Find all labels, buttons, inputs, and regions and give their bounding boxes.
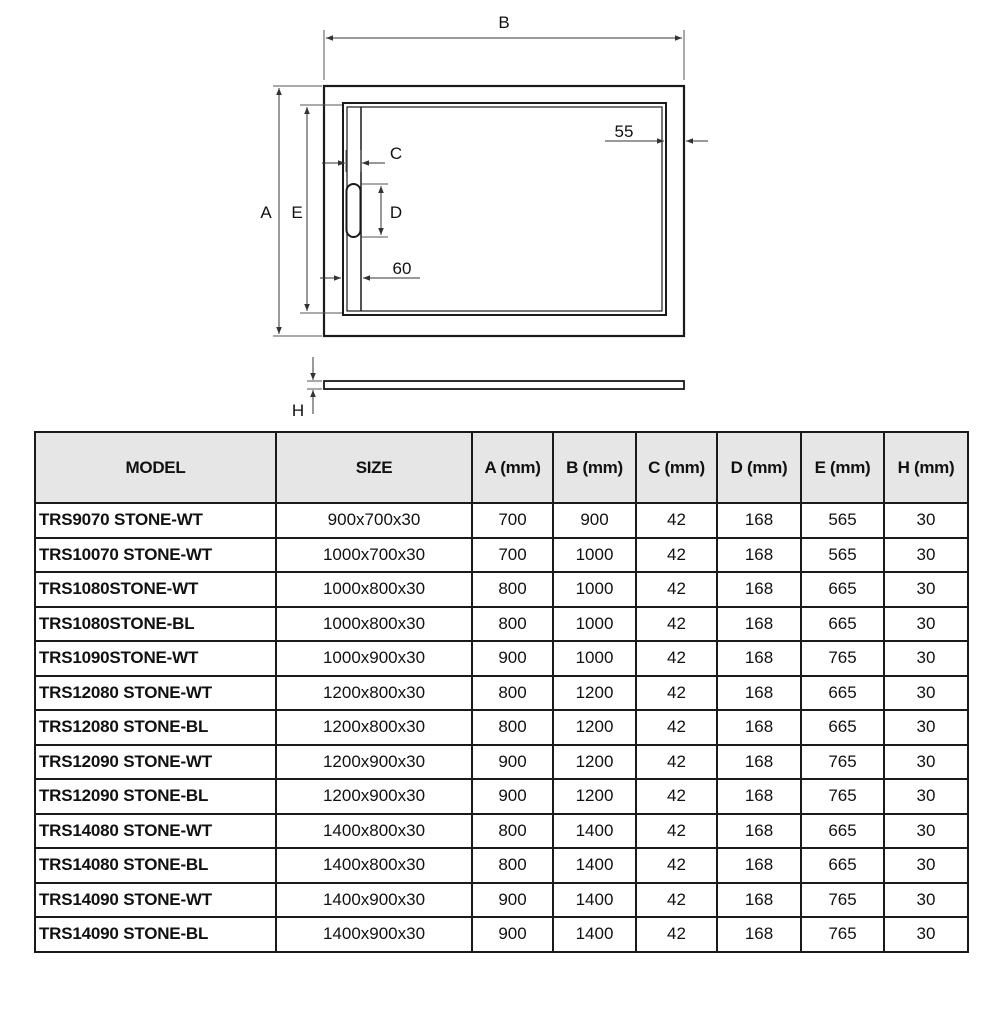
cell-h: 30 xyxy=(884,917,968,952)
cell-b: 1000 xyxy=(553,572,636,607)
table-row xyxy=(35,641,968,676)
cell-model: TRS1080STONE-BL xyxy=(35,607,276,642)
cell-d: 168 xyxy=(717,779,801,814)
cell-model: TRS14080 STONE-WT xyxy=(35,814,276,849)
cell-size: 1200x900x30 xyxy=(276,745,472,780)
cell-size: 1000x800x30 xyxy=(276,572,472,607)
header-model: MODEL xyxy=(35,432,276,503)
dimension-e xyxy=(291,105,342,313)
cell-d: 168 xyxy=(717,503,801,538)
table-row xyxy=(35,503,968,538)
cell-h: 30 xyxy=(884,848,968,883)
table-row xyxy=(35,607,968,642)
drain-outlet xyxy=(347,184,361,237)
cell-h: 30 xyxy=(884,883,968,918)
cell-model: TRS12080 STONE-BL xyxy=(35,710,276,745)
cell-d: 168 xyxy=(717,607,801,642)
cell-size: 1200x800x30 xyxy=(276,710,472,745)
cell-model: TRS14090 STONE-BL xyxy=(35,917,276,952)
cell-c: 42 xyxy=(636,883,717,918)
cell-b: 1400 xyxy=(553,883,636,918)
cell-e: 665 xyxy=(801,607,884,642)
cell-a: 900 xyxy=(472,917,553,952)
cell-size: 1400x800x30 xyxy=(276,814,472,849)
cell-c: 42 xyxy=(636,710,717,745)
cell-h: 30 xyxy=(884,814,968,849)
cell-c: 42 xyxy=(636,745,717,780)
dimension-55 xyxy=(605,122,708,141)
cell-e: 565 xyxy=(801,503,884,538)
cell-b: 1000 xyxy=(553,641,636,676)
table-row xyxy=(35,538,968,573)
cell-a: 900 xyxy=(472,883,553,918)
header-b: B (mm) xyxy=(553,432,636,503)
label-b: B xyxy=(498,13,510,32)
cell-c: 42 xyxy=(636,641,717,676)
cell-model: TRS9070 STONE-WT xyxy=(35,503,276,538)
label-55: 55 xyxy=(614,122,634,141)
table-row xyxy=(35,779,968,814)
cell-e: 565 xyxy=(801,538,884,573)
cell-a: 900 xyxy=(472,641,553,676)
cell-size: 1400x900x30 xyxy=(276,917,472,952)
header-d: D (mm) xyxy=(717,432,801,503)
cell-a: 900 xyxy=(472,779,553,814)
cell-e: 665 xyxy=(801,710,884,745)
cell-a: 800 xyxy=(472,710,553,745)
cell-c: 42 xyxy=(636,814,717,849)
cell-e: 665 xyxy=(801,848,884,883)
table-row xyxy=(35,848,968,883)
cell-b: 1400 xyxy=(553,917,636,952)
cell-e: 765 xyxy=(801,917,884,952)
cell-h: 30 xyxy=(884,745,968,780)
cell-size: 1400x900x30 xyxy=(276,883,472,918)
cell-b: 1200 xyxy=(553,676,636,711)
cell-c: 42 xyxy=(636,848,717,883)
cell-e: 665 xyxy=(801,676,884,711)
cell-b: 1200 xyxy=(553,779,636,814)
cell-c: 42 xyxy=(636,538,717,573)
cell-d: 168 xyxy=(717,710,801,745)
dimension-60 xyxy=(320,259,420,278)
cell-size: 1400x800x30 xyxy=(276,848,472,883)
header-h: H (mm) xyxy=(884,432,968,503)
cell-c: 42 xyxy=(636,572,717,607)
cell-size: 1200x900x30 xyxy=(276,779,472,814)
label-d: D xyxy=(389,203,403,222)
cell-c: 42 xyxy=(636,779,717,814)
cell-size: 900x700x30 xyxy=(276,503,472,538)
cell-d: 168 xyxy=(717,814,801,849)
table-row xyxy=(35,676,968,711)
table-row xyxy=(35,917,968,952)
cell-h: 30 xyxy=(884,641,968,676)
cell-b: 1400 xyxy=(553,848,636,883)
cell-size: 1000x900x30 xyxy=(276,641,472,676)
cell-h: 30 xyxy=(884,607,968,642)
dimension-c xyxy=(322,144,402,172)
cell-c: 42 xyxy=(636,676,717,711)
cell-e: 665 xyxy=(801,814,884,849)
cell-d: 168 xyxy=(717,572,801,607)
cell-e: 765 xyxy=(801,883,884,918)
cell-a: 700 xyxy=(472,538,553,573)
cell-model: TRS12080 STONE-WT xyxy=(35,676,276,711)
cell-model: TRS10070 STONE-WT xyxy=(35,538,276,573)
dimension-d xyxy=(362,184,402,237)
spec-table xyxy=(34,431,969,953)
cell-e: 665 xyxy=(801,572,884,607)
tray-side-view xyxy=(292,357,684,420)
cell-model: TRS12090 STONE-WT xyxy=(35,745,276,780)
header-e: E (mm) xyxy=(801,432,884,503)
cell-b: 900 xyxy=(553,503,636,538)
cell-h: 30 xyxy=(884,710,968,745)
cell-a: 800 xyxy=(472,676,553,711)
cell-size: 1200x800x30 xyxy=(276,676,472,711)
cell-d: 168 xyxy=(717,745,801,780)
table-row xyxy=(35,883,968,918)
cell-a: 800 xyxy=(472,572,553,607)
cell-a: 800 xyxy=(472,607,553,642)
cell-a: 800 xyxy=(472,814,553,849)
cell-d: 168 xyxy=(717,676,801,711)
cell-h: 30 xyxy=(884,572,968,607)
cell-b: 1200 xyxy=(553,710,636,745)
cell-model: TRS1090STONE-WT xyxy=(35,641,276,676)
cell-size: 1000x800x30 xyxy=(276,607,472,642)
table-row xyxy=(35,745,968,780)
header-a: A (mm) xyxy=(472,432,553,503)
cell-h: 30 xyxy=(884,779,968,814)
cell-d: 168 xyxy=(717,538,801,573)
technical-drawing xyxy=(0,0,1000,430)
table-row xyxy=(35,814,968,849)
cell-model: TRS1080STONE-WT xyxy=(35,572,276,607)
cell-e: 765 xyxy=(801,745,884,780)
cell-h: 30 xyxy=(884,538,968,573)
cell-h: 30 xyxy=(884,503,968,538)
label-60: 60 xyxy=(392,259,412,278)
dimension-b xyxy=(324,13,684,80)
table-row xyxy=(35,710,968,745)
cell-model: TRS12090 STONE-BL xyxy=(35,779,276,814)
label-a: A xyxy=(260,203,272,222)
cell-b: 1000 xyxy=(553,538,636,573)
cell-d: 168 xyxy=(717,848,801,883)
cell-a: 900 xyxy=(472,745,553,780)
cell-b: 1200 xyxy=(553,745,636,780)
label-h: H xyxy=(291,401,305,420)
cell-h: 30 xyxy=(884,676,968,711)
cell-b: 1400 xyxy=(553,814,636,849)
cell-model: TRS14090 STONE-WT xyxy=(35,883,276,918)
cell-b: 1000 xyxy=(553,607,636,642)
cell-e: 765 xyxy=(801,641,884,676)
cell-a: 800 xyxy=(472,848,553,883)
cell-c: 42 xyxy=(636,917,717,952)
label-e: E xyxy=(291,203,303,222)
cell-model: TRS14080 STONE-BL xyxy=(35,848,276,883)
cell-d: 168 xyxy=(717,883,801,918)
cell-a: 700 xyxy=(472,503,553,538)
table-row xyxy=(35,572,968,607)
cell-e: 765 xyxy=(801,779,884,814)
cell-c: 42 xyxy=(636,607,717,642)
label-c: C xyxy=(389,144,403,163)
table-header-row xyxy=(35,432,968,503)
header-size: SIZE xyxy=(276,432,472,503)
cell-d: 168 xyxy=(717,641,801,676)
cell-size: 1000x700x30 xyxy=(276,538,472,573)
cell-c: 42 xyxy=(636,503,717,538)
cell-d: 168 xyxy=(717,917,801,952)
header-c: C (mm) xyxy=(636,432,717,503)
